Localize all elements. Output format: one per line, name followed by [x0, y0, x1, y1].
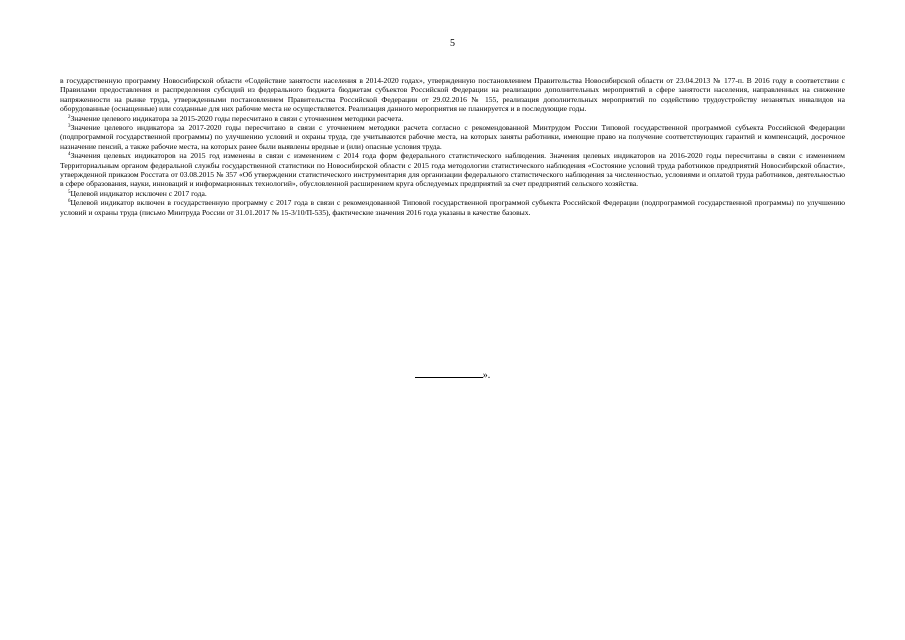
separator-rule [415, 368, 483, 378]
footnote-6: $^6$Целевой индикатор включен в государственную программу с 2017 года в связи с рекомендованной Типовой государственной программой субъекта Российской Федерации (подпрограммой государственной программы) по улучшению условий и охраны труда (письмо Минтруда России от 31.01.2017 № 15-3/10/П-535), фактические значения 2016 года указаны в качестве базовых. [60, 198, 845, 217]
footnote-2: $^2$Значение целевого индикатора за 2015-2020 годы пересчитано в связи с уточнением методики расчета. [68, 113, 404, 123]
footnote-marker: 3 [68, 124, 71, 130]
footnotes-text [60, 76, 845, 217]
paragraph-continuation: в государственную программу Новосибирской области «Содействие занятости населения в 2014-2020 годах», утвержденную постановлением Правительства Новосибирской области от 23.04.2013 № 177-п. В 2016 году в соответствии с Правилами предоставления и распределения субсидий из федерального бюджета бюджетам субъектов Российской Федерации на реализацию дополнительных мероприятий в сфере занятости населения, направленных на снижение напряженности на рынке труда, утвержденными постановлением Правительства Российской Федерации от 29.02.2016 № 155, реализация дополнительных мероприятий по содействию трудоустройству незанятых инвалидов на оборудованные (оснащенные) или созданные для них рабочие места не осуществляется. Реализация данного мероприятия не планируется и в последующие годы. [60, 76, 845, 114]
footnote-marker: 4 [68, 152, 71, 158]
footnote-marker: 2 [68, 114, 71, 120]
footnote-5: $^5$Целевой индикатор исключен с 2017 года. [68, 188, 207, 198]
footnote-marker: 6 [68, 199, 71, 205]
page-number: 5 [450, 38, 455, 49]
footnote-3: $^3$Значение целевого индикатора за 2017-2020 годы пересчитано в связи с уточнением методики расчета согласно с рекомендованной Минтрудом России Типовой государственной программой субъекта Российской Федерации (подпрограммой государственной программы) по улучшению условий и охраны труда, где учитываются рабочие места, на которых заняты работники, имеющие право на получение соответствующих гарантий и компенсаций, досрочное назначение пенсий, а также рабочие места, на которых ранее были выявлены вредные и (или) опасные условия труда. [60, 123, 845, 151]
closing-line [0, 368, 905, 382]
footnote-4: $^4$Значения целевых индикаторов на 2015 год изменены в связи с изменением с 2014 года форм федерального статистического наблюдения. Значения целевых индикаторов на 2016-2020 годы пересчитаны в связи с изменением Территориальным органом федеральной службы государственной статистики по Новосибирской области с 2015 года методологии статистического наблюдения «Состояние условий труда работников предприятий Новосибирской области», утвержденной приказом Росстата от 03.08.2015 № 357 «Об утверждении статистического инструментария для организации федерального статистического наблюдения за численностью, условиями и оплатой труда работников, деятельностью в сфере образования, науки, инноваций и информационных технологий», обусловленной расширением круга обследуемых предприятий за счет предприятий сельского хозяйства. [60, 151, 845, 189]
footnote-marker: 5 [68, 189, 71, 195]
closing-quote: ». [482, 370, 491, 381]
